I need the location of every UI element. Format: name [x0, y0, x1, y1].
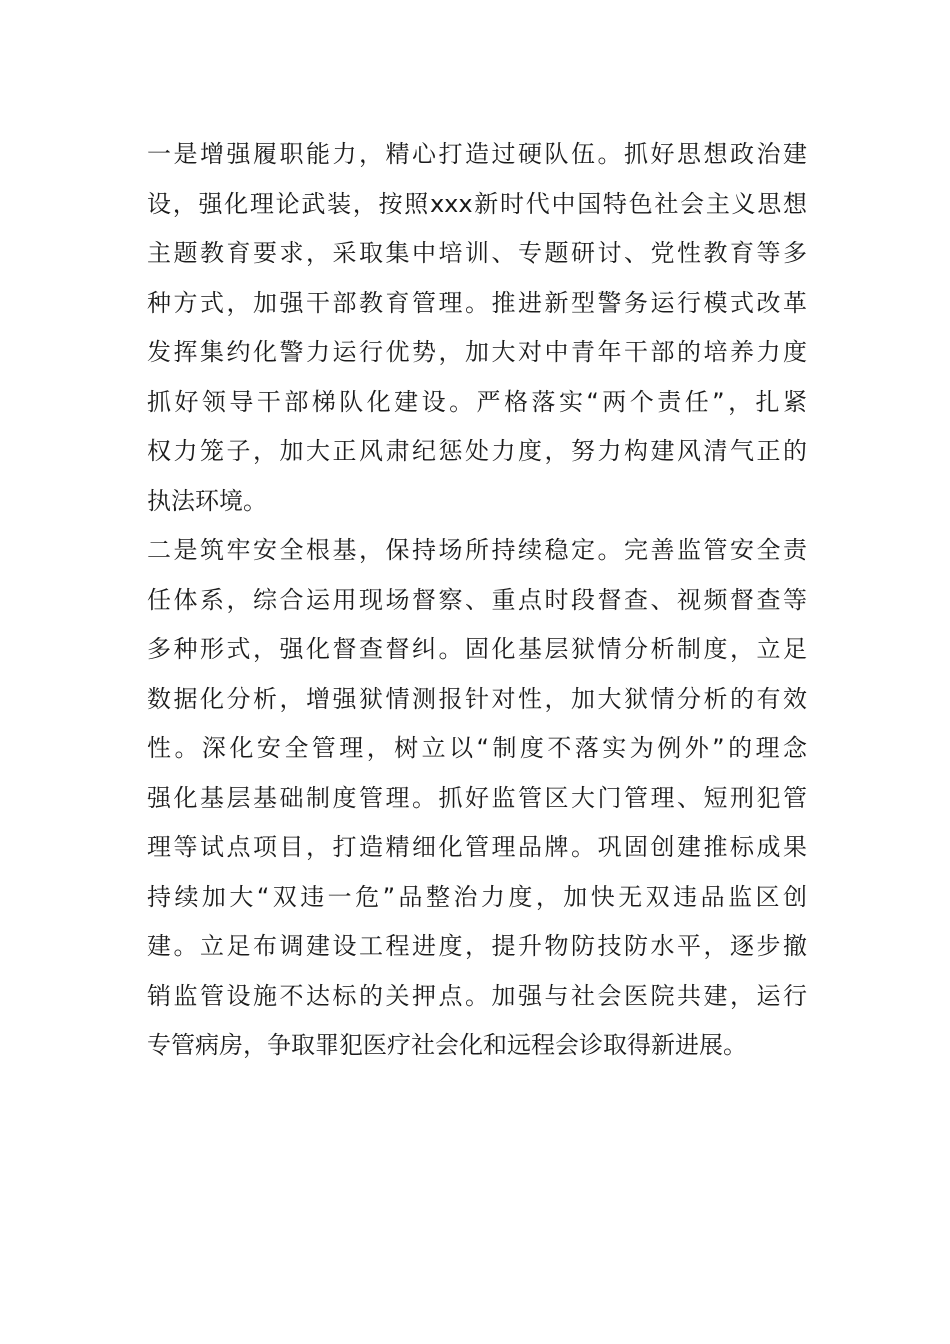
text-line: 持续加大“双违一危”品整治力度，加快无双违品监区创 [147, 882, 807, 911]
text-line: 种方式，加强干部教育管理。推进新型警务运行模式改革 [147, 288, 807, 317]
text-line: 性。深化安全管理，树立以“制度不落实为例外”的理念 [147, 734, 807, 762]
text-line: 建。立足布调建设工程进度，提升物防技防水平，逐步撤 [147, 932, 807, 960]
text-line: 主题教育要求，采取集中培训、专题研讨、党性教育等多 [147, 239, 807, 267]
text-line: 抓好领导干部梯队化建设。严格落实“两个责任”，扎紧 [147, 387, 807, 416]
text-line: 销监管设施不达标的关押点。加强与社会医院共建，运行 [147, 981, 807, 1010]
text-line: 数据化分析，增强狱情测报针对性，加大狱情分析的有效 [147, 684, 807, 713]
text-line: 设，强化理论武装，按照xxx新时代中国特色社会主义思想 [147, 189, 807, 218]
text-line: 一是增强履职能力，精心打造过硬队伍。抓好思想政治建 [147, 140, 807, 168]
text-line: 执法环境。 [147, 486, 267, 515]
text-line: 二是筑牢安全根基，保持场所持续稳定。完善监管安全责 [147, 536, 807, 564]
text-line: 任体系，综合运用现场督察、重点时段督查、视频督查等 [147, 585, 807, 614]
text-line: 发挥集约化警力运行优势，加大对中青年干部的培养力度 [147, 338, 807, 366]
document-body [147, 130, 807, 1071]
text-line: 强化基层基础制度管理。抓好监管区大门管理、短刑犯管 [147, 783, 807, 812]
text-line: 专管病房，争取罪犯医疗社会化和远程会诊取得新进展。 [147, 1031, 747, 1059]
text-line: 权力笼子，加大正风肃纪惩处力度，努力构建风清气正的 [147, 437, 807, 465]
text-line: 多种形式，强化督查督纠。固化基层狱情分析制度，立足 [147, 635, 807, 663]
text-line: 理等试点项目，打造精细化管理品牌。巩固创建推标成果 [147, 833, 807, 861]
